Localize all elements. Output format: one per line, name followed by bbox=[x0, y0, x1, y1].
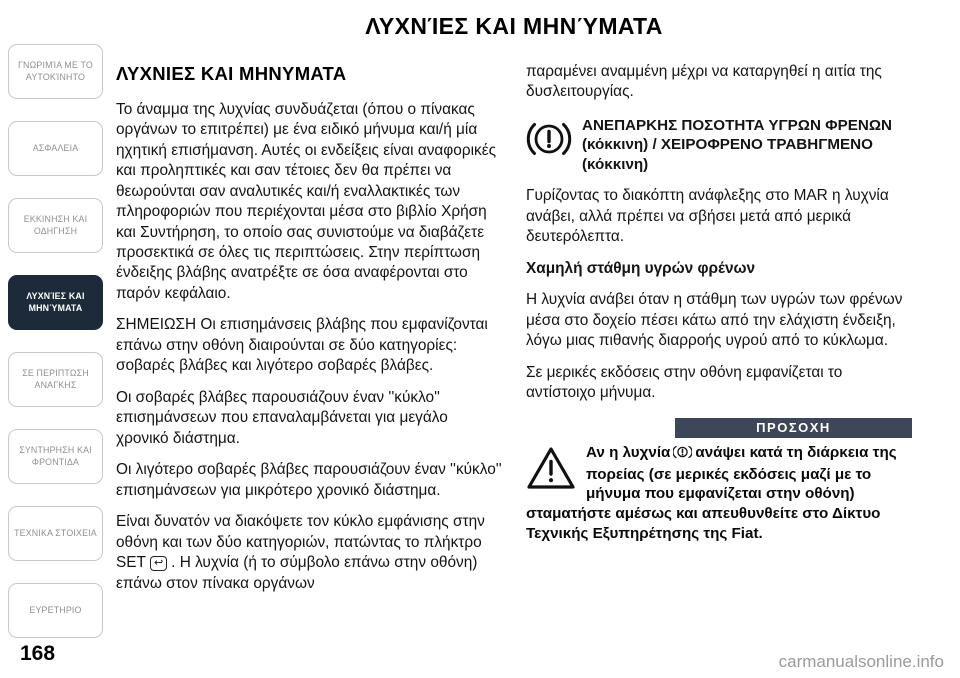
paragraph: Το άναμμα της λυχνίας συνδυάζεται (όπου ο πίνακας οργάνων το επιτρέπει) με ένα ειδικό μήνυμα και/ή μία ηχητική επισήμανση. Αυτές οι ενδείξεις είναι αναφορικές και προληπτικές και σαν τέτοιες δεν θα πρέπει να θεωρούνται σαν αναλυτικές και/ή εναλλακτικές των πληροφοριών που περιέχονται μέσα στο βιβλίο Χρήση και Συντήρηση, το οποίο σας συνιστούμε να διαβάζετε προσεκτικά σε όλες τις περιπτώσεις. Στην περίπτωση ένδειξης βλάβης ανατρέξτε σε όσα αναφέρονται στο παρόν κεφάλαιο. bbox=[116, 100, 496, 302]
brake-warning-icon bbox=[526, 116, 572, 174]
page-number: 168 bbox=[20, 642, 56, 665]
sidebar-item-label: ΣΕ ΠΕΡΙΠΤΩΣΗ ΑΝΑΓΚΗΣ bbox=[22, 368, 89, 390]
sidebar-item-warning-lights[interactable] bbox=[8, 275, 103, 330]
caution-text-part: ανάψει κατά τη διάρκεια της πορείας (σε μερικές εκδόσεις μαζί με το μήνυμα που εμφανίζεται στην οθόνη) σταματήστε αμέσως και απευθυνθείτε στο Δίκτυο Τεχνικής Εξυπηρέτησης της Fiat. bbox=[526, 443, 897, 542]
sidebar-item-label: ΣΥΝΤΗΡΗΣΗ ΚΑΙ ΦΡΟΝΤΙΔΑ bbox=[19, 445, 92, 467]
sidebar-item-label: ΑΣΦΑΛΕΙΑ bbox=[32, 142, 79, 153]
sidebar-item-getting-to-know[interactable] bbox=[8, 44, 103, 99]
brake-warning-icon-inline bbox=[673, 445, 692, 465]
chapter-sidebar bbox=[8, 44, 103, 638]
page-title: ΛΥΧΝΊΕΣ ΚΑΙ ΜΗΝΎΜΑΤΑ bbox=[365, 13, 663, 39]
left-column bbox=[116, 62, 502, 605]
sidebar-item-technical-data[interactable] bbox=[8, 506, 103, 561]
sidebar-item-label: ΕΥΡΕΤΗΡΙΟ bbox=[29, 604, 82, 615]
sidebar-item-safety[interactable] bbox=[8, 121, 103, 176]
paragraph: παραμένει αναμμένη μέχρι να καταργηθεί η αιτία της δυσλειτουργίας. bbox=[526, 63, 882, 101]
caution-title: ΠΡΟΣΟΧΗ bbox=[675, 418, 912, 438]
sidebar-item-label: ΕΚΚΙΝΗΣΗ ΚΑΙ ΟΔΗΓΗΣΗ bbox=[23, 214, 88, 236]
paragraph-text: Είναι δυνατόν να διακόψετε τον κύκλο εμφάνισης στην οθόνη και των δύο κατηγοριών, πατώντας το πλήκτρο SET bbox=[116, 513, 485, 572]
page-content bbox=[116, 0, 912, 605]
paragraph: Οι σοβαρές βλάβες παρουσιάζουν έναν ''κύκλο'' επισημάνσεων που επαναλαμβάνεται για μεγάλο χρονικό διάστημα. bbox=[116, 388, 448, 447]
paragraph: Οι λιγότερο σοβαρές βλάβες παρουσιάζουν έναν ''κύκλο'' επισημάνσεων για μικρότερο χρονικό διάστημα. bbox=[116, 461, 502, 499]
sidebar-item-label: ΤΕΧΝΙΚΑ ΣΤΟΙΧΕΙΑ bbox=[14, 527, 97, 538]
warning-light-heading: ΑΝΕΠΑΡΚΗΣ ΠΟΣΟΤΗΤΑ ΥΓΡΩΝ ΦΡΕΝΩΝ (κόκκινη) / ΧΕΙΡΟΦΡΕΝΟ ΤΡΑΒΗΓΜΕΝΟ (κόκκινη) bbox=[582, 116, 893, 173]
paragraph: Η λυχνία ανάβει όταν η στάθμη των υγρών των φρένων μέσα στο δοχείο πέσει κάτω από την ελάχιστη ένδειξη, λόγω μιας πιθανής διαρροής υγρού από το κύκλωμα. bbox=[526, 291, 903, 350]
sidebar-item-maintenance[interactable] bbox=[8, 429, 103, 484]
paragraph: Σε μερικές εκδόσεις στην οθόνη εμφανίζεται το αντίστοιχο μήνυμα. bbox=[526, 363, 843, 402]
text-columns bbox=[116, 62, 912, 605]
sidebar-item-label: ΛΥΧΝΊΕΣ ΚΑΙ ΜΗΝΎΜΑΤΑ bbox=[26, 291, 85, 313]
watermark-link[interactable]: carmanualsonline.info bbox=[778, 652, 944, 671]
sidebar-item-label: ΓΝΩΡΙΜΊΑ ΜΕ ΤΟ ΑΥΤΟΚΊΝΗΤΟ bbox=[18, 60, 93, 82]
paragraph-text: . Η λυχνία (ή το σύμβολο επάνω στην οθόνη) επάνω στον πίνακα οργάνων bbox=[116, 554, 478, 592]
paragraph bbox=[116, 512, 502, 594]
warning-light-section bbox=[526, 114, 912, 174]
caution-text bbox=[526, 443, 912, 544]
set-button-icon: ↩ bbox=[150, 556, 167, 571]
paragraph: Γυρίζοντας το διακόπτη ανάφλεξης στο MAR η λυχνία ανάβει, αλλά πρέπει να σβήσει μετά από μερικά δευτερόλεπτα. bbox=[526, 187, 889, 246]
sidebar-item-index[interactable] bbox=[8, 583, 103, 638]
caution-text-part: Αν η λυχνία bbox=[586, 443, 671, 461]
warning-triangle-icon bbox=[526, 446, 576, 496]
sidebar-item-emergency[interactable] bbox=[8, 352, 103, 407]
section-heading: ΛΥΧΝΙΕΣ ΚΑΙ ΜΗΝΥΜΑΤΑ bbox=[116, 63, 347, 84]
subsection-heading: Χαμηλή στάθμη υγρών φρένων bbox=[526, 259, 756, 277]
right-column bbox=[526, 62, 912, 605]
paragraph: ΣΗΜΕΙΩΣΗ Οι επισημάνσεις βλάβης που εμφανίζονται επάνω στην οθόνη διαιρούνται σε δύο κατηγορίες: σοβαρές βλάβες και λιγότερο σοβαρές βλάβες. bbox=[116, 316, 488, 375]
caution-box bbox=[526, 418, 912, 544]
sidebar-item-starting-driving[interactable] bbox=[8, 198, 103, 253]
